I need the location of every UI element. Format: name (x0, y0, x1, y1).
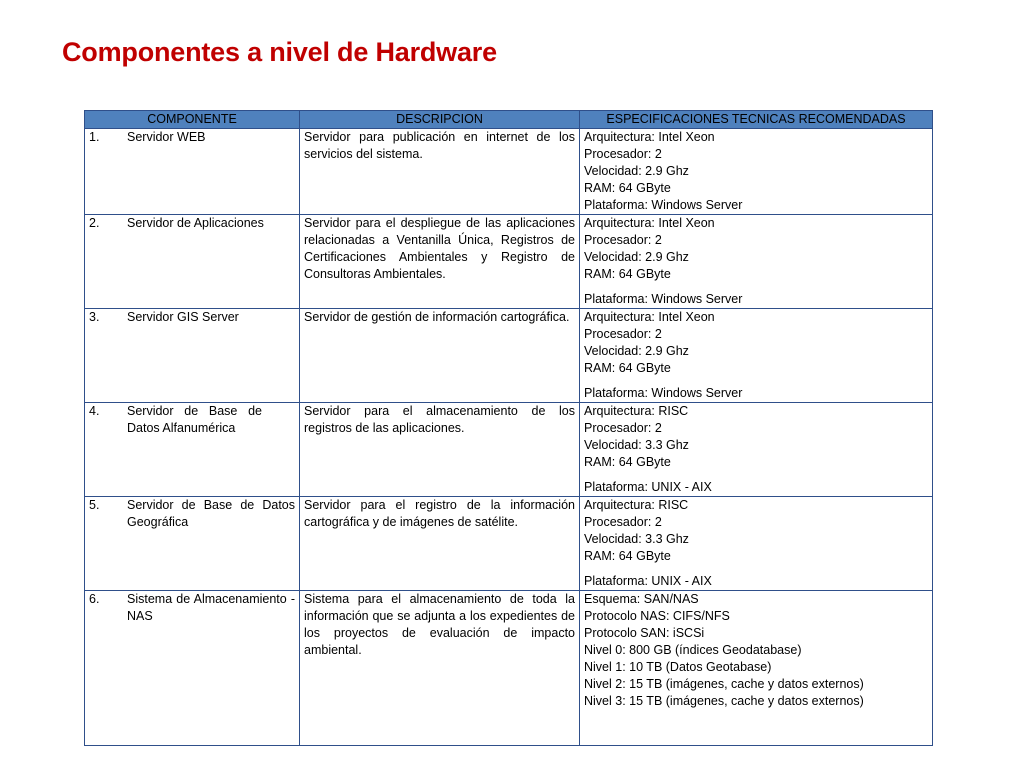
spec-line: RAM: 64 GByte (584, 181, 671, 195)
spec-line: Arquitectura: RISC (584, 404, 689, 418)
hardware-table (84, 110, 933, 746)
row-number: 2. (89, 216, 100, 230)
component-cell (85, 591, 300, 746)
specs-cell (580, 497, 933, 591)
specs-cell (580, 215, 933, 309)
spec-line: Nivel 0: 800 GB (índices Geodatabase) (584, 643, 802, 657)
spec-line: Esquema: SAN/NAS (584, 592, 699, 606)
component-name: Servidor WEB (127, 130, 206, 144)
description-cell: Servidor para el almacenamiento de los registros de las aplicaciones. (300, 403, 580, 497)
spec-line: RAM: 64 GByte (584, 361, 671, 375)
component-cell (85, 129, 300, 215)
spec-line: Protocolo SAN: iSCSi (584, 626, 705, 640)
component-cell (85, 497, 300, 591)
component-cell (85, 215, 300, 309)
spec-spacer (584, 471, 928, 479)
spec-line: Nivel 2: 15 TB (imágenes, cache y datos externos) (584, 677, 864, 691)
component-cell (85, 309, 300, 403)
spec-line: RAM: 64 GByte (584, 455, 671, 469)
header-especificaciones: ESPECIFICACIONES TECNICAS RECOMENDADAS (580, 111, 933, 129)
row-number: 5. (89, 498, 100, 512)
spec-line: Plataforma: Windows Server (584, 386, 743, 400)
description-cell: Servidor de gestión de información cartográfica. (300, 309, 580, 403)
description-cell: Servidor para publicación en internet de los servicios del sistema. (300, 129, 580, 215)
specs-cell (580, 309, 933, 403)
component-name: Servidor GIS Server (127, 310, 239, 324)
component-name: Sistema de Almacenamiento - NAS (127, 592, 295, 623)
specs-cell (580, 403, 933, 497)
spec-line: RAM: 64 GByte (584, 549, 671, 563)
spec-spacer (584, 377, 928, 385)
spec-line: Velocidad: 2.9 Ghz (584, 250, 689, 264)
specs-cell (580, 129, 933, 215)
spec-line: Nivel 1: 10 TB (Datos Geotabase) (584, 660, 772, 674)
spec-line: Procesador: 2 (584, 421, 662, 435)
header-descripcion: DESCRIPCION (300, 111, 580, 129)
description-cell: Servidor para el registro de la información cartográfica y de imágenes de satélite. (300, 497, 580, 591)
table-row (85, 129, 933, 215)
spec-line: Velocidad: 2.9 Ghz (584, 344, 689, 358)
component-cell (85, 403, 300, 497)
spec-spacer (584, 283, 928, 291)
spec-line: Arquitectura: Intel Xeon (584, 216, 715, 230)
table-row (85, 215, 933, 309)
component-name: Servidor de Base de Datos Alfanumérica (127, 404, 262, 435)
table-row (85, 403, 933, 497)
spec-line: Velocidad: 3.3 Ghz (584, 532, 689, 546)
spec-line: Protocolo NAS: CIFS/NFS (584, 609, 730, 623)
spec-line: Arquitectura: Intel Xeon (584, 130, 715, 144)
specs-cell (580, 591, 933, 746)
spec-line: Nivel 3: 15 TB (imágenes, cache y datos externos) (584, 694, 864, 708)
spec-spacer (584, 565, 928, 573)
spec-line: Procesador: 2 (584, 147, 662, 161)
spec-line: Plataforma: Windows Server (584, 292, 743, 306)
spec-line: Plataforma: UNIX - AIX (584, 574, 712, 588)
table-row (85, 309, 933, 403)
row-number: 4. (89, 404, 100, 418)
spec-line: Plataforma: UNIX - AIX (584, 480, 712, 494)
spec-line: Procesador: 2 (584, 515, 662, 529)
spec-line: Arquitectura: RISC (584, 498, 689, 512)
spec-line: Plataforma: Windows Server (584, 198, 743, 212)
description-cell: Sistema para el almacenamiento de toda la información que se adjunta a los expedientes de los proyectos de evaluación de impacto ambiental. (300, 591, 580, 746)
spec-line: Arquitectura: Intel Xeon (584, 310, 715, 324)
component-name: Servidor de Aplicaciones (127, 216, 264, 230)
description-cell: Servidor para el despliegue de las aplicaciones relacionadas a Ventanilla Única, Registros de Certificaciones Ambientales y Registro de Consultoras Ambientales. (300, 215, 580, 309)
row-number: 6. (89, 592, 100, 606)
spec-line: RAM: 64 GByte (584, 267, 671, 281)
row-number: 1. (89, 130, 100, 144)
table-header-row (85, 111, 933, 129)
spec-line: Velocidad: 3.3 Ghz (584, 438, 689, 452)
spec-line: Procesador: 2 (584, 327, 662, 341)
table-row (85, 497, 933, 591)
table-row (85, 591, 933, 746)
spec-line: Velocidad: 2.9 Ghz (584, 164, 689, 178)
row-number: 3. (89, 310, 100, 324)
page-title: Componentes a nivel de Hardware (62, 37, 497, 67)
component-name: Servidor de Base de Datos Geográfica (127, 498, 295, 529)
spec-line: Procesador: 2 (584, 233, 662, 247)
header-componente: COMPONENTE (85, 111, 300, 129)
